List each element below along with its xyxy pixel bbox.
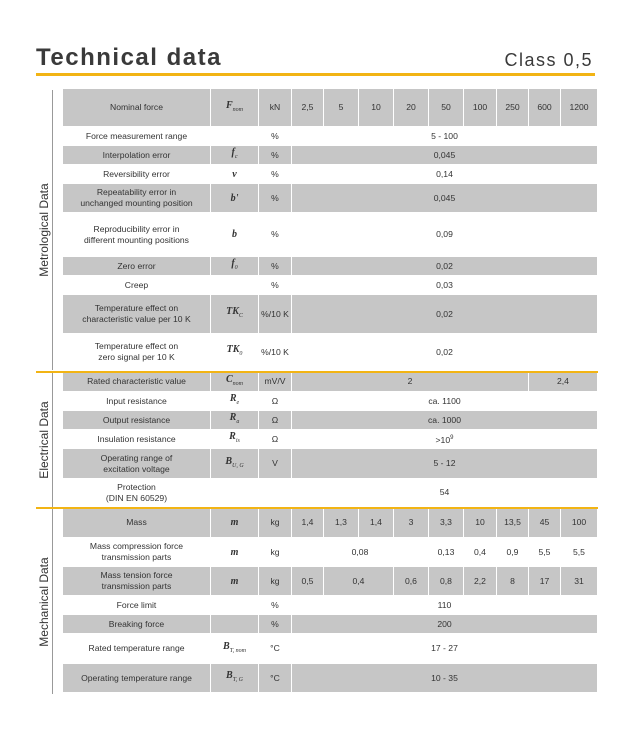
row-unit: Ω: [259, 392, 292, 411]
section-mechanical-label: Mechanical Data: [37, 556, 51, 647]
value-cell: 10: [464, 508, 497, 538]
row-unit: %: [259, 615, 292, 634]
row-unit: %: [259, 213, 292, 257]
table-row-zero-error: [63, 257, 598, 276]
row-symbol: b: [211, 213, 259, 257]
row-label: Force measurement range: [63, 127, 211, 146]
value-cell: 5,5: [561, 538, 598, 567]
row-unit: %: [259, 276, 292, 295]
row-unit: °C: [259, 634, 292, 664]
value-cell: 1,4: [292, 508, 324, 538]
row-unit: %: [259, 596, 292, 615]
row-label: Zero error: [63, 257, 211, 276]
section-electrical: [36, 373, 53, 507]
value-cell: 10: [359, 89, 394, 127]
row-label: Breaking force: [63, 615, 211, 634]
value-cell: 45: [529, 508, 561, 538]
table-row-nominal-force: [63, 89, 598, 127]
value-cell: 5 - 100: [292, 127, 598, 146]
value-cell: 13,5: [497, 508, 529, 538]
row-label: Operating temperature range: [63, 664, 211, 693]
row-unit: kg: [259, 538, 292, 567]
row-label: Repeatability error in unchanged mounting position: [63, 184, 211, 213]
table-row-tk-characteristic: [63, 295, 598, 334]
value-cell: 0,02: [292, 257, 598, 276]
row-symbol: v: [211, 165, 259, 184]
value-cell: 8: [497, 567, 529, 596]
row-unit: kg: [259, 567, 292, 596]
row-label: Mass compression force transmission parts: [63, 538, 211, 567]
row-label: Reproducibility error in different mounting positions: [63, 213, 211, 257]
table-row-operating-temperature: [63, 664, 598, 693]
page-title: Technical data: [36, 44, 222, 71]
row-label: Rated temperature range: [63, 634, 211, 664]
row-symbol: [211, 479, 259, 508]
row-unit: %/10 K: [259, 334, 292, 372]
value-cell: 3,3: [429, 508, 464, 538]
table-row-output-resistance: [63, 411, 598, 430]
section-mechanical: [36, 509, 53, 694]
row-unit: %: [259, 184, 292, 213]
row-unit: V: [259, 449, 292, 479]
row-unit: Ω: [259, 411, 292, 430]
value-cell: 2,5: [292, 89, 324, 127]
row-symbol: $C_{nom}$: [211, 372, 259, 392]
value-cell: 1,3: [324, 508, 359, 538]
value-cell: 0,045: [292, 146, 598, 165]
row-label: Creep: [63, 276, 211, 295]
row-symbol: [211, 596, 259, 615]
row-label: Reversibility error: [63, 165, 211, 184]
section-metrological-label: Metrological Data: [37, 183, 51, 277]
row-symbol: [211, 127, 259, 146]
value-cell: 3: [394, 508, 429, 538]
row-symbol: $R_a$: [211, 411, 259, 430]
row-symbol: [211, 276, 259, 295]
row-unit: kg: [259, 508, 292, 538]
table-row-force-limit: [63, 596, 598, 615]
row-unit: [259, 479, 292, 508]
technical-data-table: [62, 88, 598, 693]
row-symbol: $B_{T, nom}$: [211, 634, 259, 664]
row-symbol: $B_{U, G}$: [211, 449, 259, 479]
row-label: Mass tension force transmission parts: [63, 567, 211, 596]
value-cell: 0,09: [292, 213, 598, 257]
value-cell: 0,4: [464, 538, 497, 567]
row-label: Temperature effect on characteristic value per 10 K: [63, 295, 211, 334]
value-cell: ca. 1100: [292, 392, 598, 411]
row-symbol: $R_{is}$: [211, 430, 259, 449]
row-symbol: $F_{nom}$: [211, 89, 259, 127]
table-row-excitation-voltage: [63, 449, 598, 479]
row-label: Rated characteristic value: [63, 372, 211, 392]
table-row-breaking-force: [63, 615, 598, 634]
section-metrological: [36, 90, 53, 370]
row-label: Force limit: [63, 596, 211, 615]
row-symbol: $f_0$: [211, 257, 259, 276]
table-row-force-range: [63, 127, 598, 146]
accuracy-class-label: Class 0,5: [504, 50, 593, 70]
title-underline: [36, 73, 595, 76]
value-cell: 2,2: [464, 567, 497, 596]
row-symbol: $TK_C$: [211, 295, 259, 334]
row-label: Nominal force: [63, 89, 211, 127]
value-cell: 54: [292, 479, 598, 508]
value-cell: 250: [497, 89, 529, 127]
value-cell: $>10^9$: [292, 430, 598, 449]
value-cell: 0,08: [292, 538, 429, 567]
row-label: Temperature effect on zero signal per 10 K: [63, 334, 211, 372]
row-symbol: m: [211, 508, 259, 538]
value-cell: 17 - 27: [292, 634, 598, 664]
row-symbol: [211, 615, 259, 634]
value-cell: 5 - 12: [292, 449, 598, 479]
table-row-insulation-resistance: [63, 430, 598, 449]
table-row-mass: [63, 508, 598, 538]
table-row-tk-zero: [63, 334, 598, 372]
row-label: Output resistance: [63, 411, 211, 430]
row-label: Operating range of excitation voltage: [63, 449, 211, 479]
row-unit: %/10 K: [259, 295, 292, 334]
value-cell: 17: [529, 567, 561, 596]
row-label: Mass: [63, 508, 211, 538]
table-row-interpolation-error: [63, 146, 598, 165]
row-unit: kN: [259, 89, 292, 127]
value-cell: 0,045: [292, 184, 598, 213]
row-unit: %: [259, 127, 292, 146]
table-row-input-resistance: [63, 392, 598, 411]
value-cell: 0,14: [292, 165, 598, 184]
value-cell: 31: [561, 567, 598, 596]
value-cell: 0,13: [429, 538, 464, 567]
value-cell: 2,4: [529, 372, 598, 392]
section-electrical-label: Electrical Data: [37, 401, 51, 479]
row-label: Input resistance: [63, 392, 211, 411]
row-unit: °C: [259, 664, 292, 693]
row-label: Interpolation error: [63, 146, 211, 165]
row-unit: %: [259, 165, 292, 184]
value-cell: 0,4: [324, 567, 394, 596]
table-row-protection: [63, 479, 598, 508]
row-symbol: $TK_0$: [211, 334, 259, 372]
row-symbol: $f_c$: [211, 146, 259, 165]
row-symbol: $R_e$: [211, 392, 259, 411]
value-cell: 0,02: [292, 295, 598, 334]
value-cell: 600: [529, 89, 561, 127]
table-row-mass-tension: [63, 567, 598, 596]
row-symbol: b': [211, 184, 259, 213]
value-cell: 20: [394, 89, 429, 127]
value-cell: 100: [561, 508, 598, 538]
value-cell: 0,03: [292, 276, 598, 295]
table-row-repeatability-error: [63, 184, 598, 213]
value-cell: ca. 1000: [292, 411, 598, 430]
value-cell: 2: [292, 372, 529, 392]
row-unit: mV/V: [259, 372, 292, 392]
value-cell: 0,02: [292, 334, 598, 372]
value-cell: 1200: [561, 89, 598, 127]
value-cell: 0,9: [497, 538, 529, 567]
row-symbol: m: [211, 538, 259, 567]
value-cell: 0,6: [394, 567, 429, 596]
value-cell: 100: [464, 89, 497, 127]
table-row-mass-compression: [63, 538, 598, 567]
row-unit: %: [259, 257, 292, 276]
row-label: Protection (DIN EN 60529): [63, 479, 211, 508]
table-row-rated-temperature: [63, 634, 598, 664]
row-unit: Ω: [259, 430, 292, 449]
row-symbol: m: [211, 567, 259, 596]
table-row-rated-characteristic: [63, 372, 598, 392]
row-label: Insulation resistance: [63, 430, 211, 449]
row-symbol: $B_{T, G}$: [211, 664, 259, 693]
value-cell: 50: [429, 89, 464, 127]
value-cell: 5,5: [529, 538, 561, 567]
value-cell: 0,8: [429, 567, 464, 596]
value-cell: 10 - 35: [292, 664, 598, 693]
table-row-creep: [63, 276, 598, 295]
value-cell: 200: [292, 615, 598, 634]
value-cell: 5: [324, 89, 359, 127]
value-cell: 0,5: [292, 567, 324, 596]
value-cell: 1,4: [359, 508, 394, 538]
row-unit: %: [259, 146, 292, 165]
table-row-reproducibility-error: [63, 213, 598, 257]
table-row-reversibility-error: [63, 165, 598, 184]
value-cell: 110: [292, 596, 598, 615]
